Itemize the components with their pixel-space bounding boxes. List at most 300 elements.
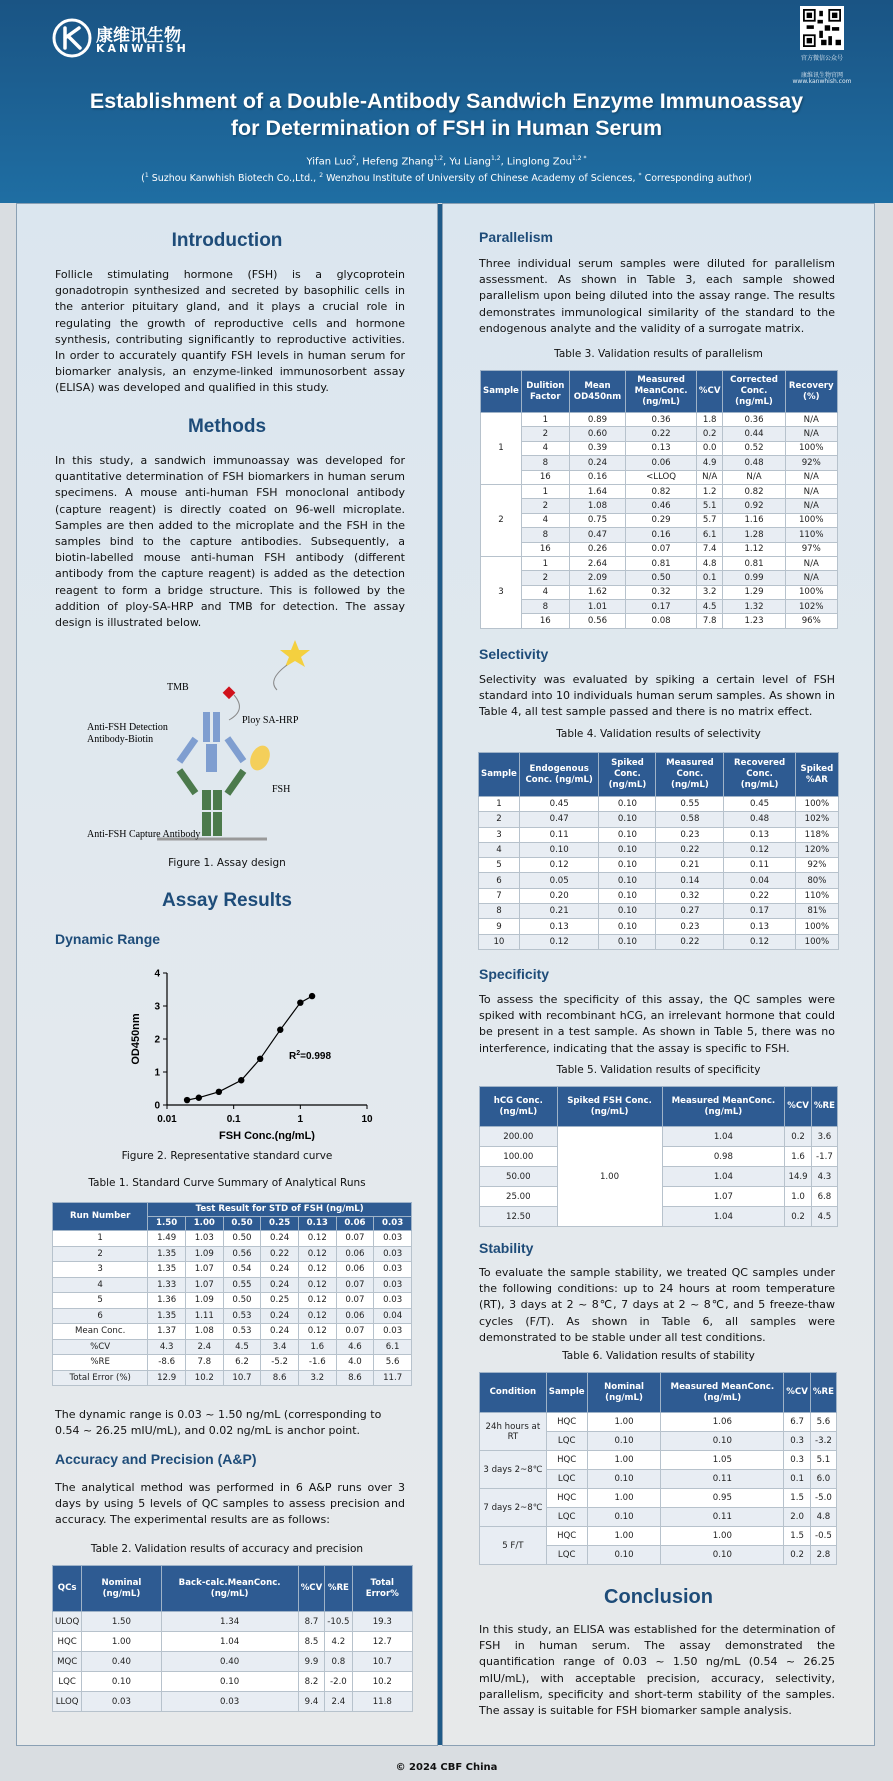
table-row <box>479 827 839 842</box>
table-cell: 0.11 <box>661 1508 784 1527</box>
table-cell: 0.27 <box>656 904 724 919</box>
table-cell: 0.24 <box>261 1308 299 1324</box>
table-cell: 81% <box>795 904 838 919</box>
table2-caption: Table 2. Validation results of accuracy and precision <box>90 1543 364 1555</box>
t3-col-head: Mean OD450nm <box>569 371 626 413</box>
table-cell: 19.3 <box>352 1612 412 1632</box>
t2-col-head: Total Error% <box>352 1566 412 1612</box>
table-cell: 1.23 <box>723 614 785 628</box>
table-cell: 110% <box>795 888 838 903</box>
t1-col-head: 0.13 <box>298 1217 336 1231</box>
table-cell: 0.24 <box>569 456 626 470</box>
table-cell: LQC <box>546 1508 587 1527</box>
table-cell: 1.64 <box>569 484 626 498</box>
table-cell: 9.4 <box>298 1692 325 1712</box>
table5-specificity <box>479 1086 838 1227</box>
table-cell: 4.8 <box>696 556 723 570</box>
table-cell: 100.00 <box>480 1147 558 1167</box>
table-cell: 1.11 <box>185 1308 223 1324</box>
table-cell: 0.05 <box>519 873 599 888</box>
table-cell: 1 <box>521 413 569 427</box>
table-cell: ULOQ <box>53 1612 82 1632</box>
t3-col-head: Recovery (%) <box>785 371 837 413</box>
table-row <box>53 1339 412 1355</box>
table-cell: 102% <box>785 600 837 614</box>
table-cell: 6 <box>479 873 520 888</box>
table-cell: LQC <box>546 1546 587 1565</box>
table-cell: 0.10 <box>82 1672 161 1692</box>
table-cell: 0.92 <box>723 499 785 513</box>
table-cell: 0.03 <box>82 1692 161 1712</box>
table-cell: 0.21 <box>656 858 724 873</box>
table-cell: 0.11 <box>724 858 795 873</box>
table-cell: 0.13 <box>626 441 697 455</box>
poster-title <box>40 88 853 142</box>
poster-header <box>0 0 893 203</box>
table-row <box>53 1277 412 1293</box>
table-cell: 0.3 <box>784 1451 811 1470</box>
table-cell: 0.20 <box>519 888 599 903</box>
qr-label: 官方微信公众号 <box>800 55 843 62</box>
condition-cell: 7 days 2~8℃ <box>480 1489 547 1527</box>
table-cell: 110% <box>785 528 837 542</box>
table-cell: 0.14 <box>656 873 724 888</box>
assay-design-figure <box>87 640 367 860</box>
table-cell: 4.5 <box>696 600 723 614</box>
table-cell: 8.7 <box>298 1612 325 1632</box>
right-column <box>442 203 875 1746</box>
y-tick-label: 0 <box>154 1100 160 1112</box>
table-cell: 0.48 <box>723 456 785 470</box>
table-cell: 0.22 <box>626 427 697 441</box>
table-cell: 0.10 <box>587 1508 661 1527</box>
table-cell: 0.89 <box>569 413 626 427</box>
table-cell: 0.32 <box>626 585 697 599</box>
table6-stability <box>479 1372 837 1565</box>
table-row <box>479 934 839 949</box>
table-row <box>480 1127 838 1147</box>
table-cell: 12.50 <box>480 1207 558 1227</box>
table-cell: 0.56 <box>223 1246 261 1262</box>
table-cell: Mean Conc. <box>53 1324 148 1340</box>
table-cell: 1.0 <box>785 1187 812 1207</box>
table-row <box>481 499 838 513</box>
table-cell: 0.10 <box>519 842 599 857</box>
table-cell: 0.21 <box>519 904 599 919</box>
conclusion-text: In this study, an ELISA was established for the determination of FSH in human serum. The assay demonstrated the quantification range of 0.03 ~ 1.50 ng/mL (0.54 ~ 26.25 mIU/mL), with acceptable precision, accuracy, selectivity, parallelism, specificity and short-term stability of the samples. The assay is suitable for FSH biomarker sample analysis. <box>479 1623 835 1718</box>
label-detection-2: Antibody-Biotin <box>87 734 154 745</box>
figure1-caption: Figure 1. Assay design <box>168 857 286 869</box>
specificity-text: To assess the specificity of this assay, the QC samples were spiked with recombinant hCG, an irrelevant hormone that could be present in a test sample. As shown in Table 5, there was no interference, indicating that the assay is specific to FSH. <box>479 993 835 1055</box>
table-cell: 9 <box>479 919 520 934</box>
table-cell: 120% <box>795 842 838 857</box>
table-cell: 3 <box>53 1262 148 1278</box>
author-name: Yu Liang <box>449 156 492 168</box>
table-row <box>53 1308 412 1324</box>
table-cell: 1.2 <box>696 484 723 498</box>
table-cell: 0.98 <box>662 1147 785 1167</box>
table-cell: 1 <box>521 556 569 570</box>
table-cell: N/A <box>785 499 837 513</box>
table-cell: 0.95 <box>661 1489 784 1508</box>
table-cell: 0.06 <box>336 1308 374 1324</box>
dynamic-range-heading: Dynamic Range <box>55 931 161 947</box>
table-cell: 4 <box>521 513 569 527</box>
table-cell: LQC <box>53 1672 82 1692</box>
table-cell: 14.9 <box>785 1167 812 1187</box>
table-cell: 0.55 <box>656 797 724 812</box>
table-cell: 1.03 <box>185 1231 223 1247</box>
table-cell: 0.13 <box>724 827 795 842</box>
table-cell: 1.09 <box>185 1246 223 1262</box>
table-cell: 0.06 <box>626 456 697 470</box>
table-cell: 10.7 <box>352 1652 412 1672</box>
table-cell: 0.47 <box>569 528 626 542</box>
table-cell: 4.5 <box>223 1339 261 1355</box>
dynamic-range-text: The dynamic range is 0.03 ~ 1.50 ng/mL (corresponding to 0.54 ~ 26.25 mIU/mL), and 0.02 ng/mL is anchor point. <box>55 1408 382 1438</box>
sample-cell: 1 <box>481 413 522 485</box>
table-cell: 0.56 <box>569 614 626 628</box>
data-point <box>257 1056 263 1062</box>
fsh-antigen-icon <box>246 742 273 773</box>
table-row <box>479 888 839 903</box>
table-cell: 1.49 <box>148 1231 186 1247</box>
table-cell: 4.8 <box>810 1508 836 1527</box>
table-cell: 6 <box>53 1308 148 1324</box>
table-cell: 0.11 <box>519 827 599 842</box>
table-cell: 12.7 <box>352 1632 412 1652</box>
table-cell: 0.29 <box>626 513 697 527</box>
y-tick-label: 4 <box>154 968 160 980</box>
table-cell: 2.64 <box>569 556 626 570</box>
table-cell: 80% <box>795 873 838 888</box>
table-cell: 0.55 <box>223 1277 261 1293</box>
table-row <box>53 1324 412 1340</box>
table-cell: 0.60 <box>569 427 626 441</box>
table-cell: 0.10 <box>599 858 656 873</box>
authors: Yifan Luo$^2$, Hefeng Zhang$^{1,2}$, Yu Liang$^{1,2}$, Linglong Zou$^{1,2 *}$ <box>306 155 587 168</box>
table-row <box>481 413 838 427</box>
table-cell: 2.8 <box>810 1546 836 1565</box>
table-cell: 7.8 <box>696 614 723 628</box>
t2-col-head: %RE <box>325 1566 352 1612</box>
table-cell: HQC <box>546 1489 587 1508</box>
table-cell: 0.12 <box>298 1246 336 1262</box>
table-cell: 0.07 <box>336 1324 374 1340</box>
table-cell: 100% <box>785 513 837 527</box>
table-cell: 2.09 <box>569 571 626 585</box>
table-cell: 1 <box>479 797 520 812</box>
table-cell: 50.00 <box>480 1167 558 1187</box>
author-name: Hefeng Zhang <box>362 156 434 168</box>
table-cell: 100% <box>795 919 838 934</box>
table-cell: 2 <box>521 499 569 513</box>
x-tick-label: 0.1 <box>226 1114 241 1125</box>
table-cell: 1.04 <box>161 1632 298 1652</box>
table-cell: 0.2 <box>696 427 723 441</box>
t1-col-head: 0.50 <box>223 1217 261 1231</box>
table-cell: 0.07 <box>336 1231 374 1247</box>
selectivity-text: Selectivity was evaluated by spiking a certain level of FSH standard into 10 individuals human serum samples. As shown in Table 4, all test sample passed and there is no matrix effect. <box>479 673 835 719</box>
t4-col-head: Measured Conc. (ng/mL) <box>656 753 724 797</box>
table-cell: 0.12 <box>724 934 795 949</box>
table-cell: N/A <box>785 427 837 441</box>
table-row <box>481 456 838 470</box>
table-cell: 0.10 <box>599 873 656 888</box>
table-cell: 0.12 <box>298 1277 336 1293</box>
standard-curve-chart <box>112 961 382 1141</box>
table-cell: 100% <box>795 934 838 949</box>
table-cell: 4.3 <box>148 1339 186 1355</box>
table-cell: 6.1 <box>696 528 723 542</box>
table-cell: 0.06 <box>336 1262 374 1278</box>
table-cell: 5 <box>479 858 520 873</box>
table-cell: 0.10 <box>599 904 656 919</box>
table4-selectivity <box>478 752 839 950</box>
table-cell: 2.0 <box>784 1508 811 1527</box>
table-cell: 0.04 <box>724 873 795 888</box>
table-cell: 1.00 <box>587 1527 661 1546</box>
table-cell: 7.4 <box>696 542 723 556</box>
table-cell: 3.4 <box>261 1339 299 1355</box>
x-tick-label: 10 <box>361 1114 373 1125</box>
table-cell: 0.36 <box>626 413 697 427</box>
table-cell: 0.13 <box>724 919 795 934</box>
table-cell: 1.8 <box>696 413 723 427</box>
data-point <box>297 1000 303 1006</box>
table-cell: %CV <box>53 1339 148 1355</box>
table-row <box>479 812 839 827</box>
table-row <box>481 441 838 455</box>
detection-antibody-icon <box>177 712 247 772</box>
table-cell: LQC <box>546 1470 587 1489</box>
table-cell: 4 <box>521 585 569 599</box>
table-cell: 4.2 <box>325 1632 352 1652</box>
table-cell: 1.50 <box>82 1612 161 1632</box>
table-cell: 0.23 <box>656 919 724 934</box>
table-row <box>479 919 839 934</box>
table-row <box>53 1612 413 1632</box>
table-row <box>479 797 839 812</box>
table-cell: 25.00 <box>480 1187 558 1207</box>
table-cell: 1.07 <box>185 1277 223 1293</box>
t5-col-head: %CV <box>785 1087 812 1127</box>
table-cell: 8 <box>521 600 569 614</box>
table-cell: 1.08 <box>569 499 626 513</box>
table-cell: 0.75 <box>569 513 626 527</box>
tmb-star-icon <box>280 640 310 667</box>
table-cell: 3.2 <box>298 1370 336 1386</box>
table-cell: 0.11 <box>661 1470 784 1489</box>
table-cell: -3.2 <box>810 1432 836 1451</box>
table-cell: 0.47 <box>519 812 599 827</box>
table-cell: 11.7 <box>374 1370 412 1386</box>
table-cell: 0.10 <box>661 1546 784 1565</box>
methods-text: In this study, a sandwich immunoassay was developed for quantitative determination of FSH biomarkers in human serum specimens. A mouse anti-human FSH monoclonal antibody (capture reagent) is directly coated on 96-well microplate. Samples are then added to the microplate and the FSH in the samples bind to the capture antibodies. Subsequently, a biotin-labelled mouse anti-human FSH antibody (different antibody from the capture reagent) is added as the detection reagent to form a bridge structure. This is followed by the addition of ploy-SA-HRP and TMB for detection. The assay design is illustrated below. <box>55 454 405 630</box>
t3-col-head: Dulition Factor <box>521 371 569 413</box>
specificity-heading: Specificity <box>479 966 550 982</box>
table-row <box>480 1451 837 1470</box>
author-sup: 1,2 <box>491 155 501 162</box>
table-row <box>481 614 838 628</box>
table-row <box>481 513 838 527</box>
table-cell: 1.35 <box>148 1262 186 1278</box>
table-cell: 0.07 <box>336 1277 374 1293</box>
table-cell: 0.12 <box>298 1231 336 1247</box>
table-cell: 0.54 <box>223 1262 261 1278</box>
author-sup: 1,2 <box>433 155 444 162</box>
site-url: www.kanwhish.com <box>792 78 852 85</box>
t4-col-head: Endogenous Conc. (ng/mL) <box>519 753 599 797</box>
table-cell: 0.04 <box>374 1308 412 1324</box>
table-row <box>480 1489 837 1508</box>
table-cell: 0.07 <box>626 542 697 556</box>
logo-icon <box>52 18 92 58</box>
table-cell: 1.04 <box>662 1127 785 1147</box>
table-cell: N/A <box>785 571 837 585</box>
table-cell: 4.9 <box>696 456 723 470</box>
x-tick-label: 1 <box>297 1114 304 1125</box>
table-cell: 1.00 <box>661 1527 784 1546</box>
table-cell: 0.26 <box>569 542 626 556</box>
table-cell: 0.03 <box>374 1293 412 1309</box>
table-cell: 0.16 <box>626 528 697 542</box>
table-cell: <LLOQ <box>626 470 697 484</box>
table-cell: 0.03 <box>161 1692 298 1712</box>
table-cell: 6.7 <box>784 1413 811 1432</box>
table-cell: 4 <box>479 842 520 857</box>
table-cell: 10.2 <box>185 1370 223 1386</box>
table-cell: 0.03 <box>374 1246 412 1262</box>
table-cell: 0.24 <box>261 1324 299 1340</box>
table-cell: 9.9 <box>298 1652 325 1672</box>
table-cell: 0.10 <box>599 842 656 857</box>
table-cell: 0.10 <box>587 1546 661 1565</box>
table-cell: 1.01 <box>569 600 626 614</box>
table-cell: 5.6 <box>810 1413 836 1432</box>
table-cell: 0.10 <box>599 919 656 934</box>
table-cell: 0.13 <box>519 919 599 934</box>
table-cell: 0.81 <box>626 556 697 570</box>
table-row <box>481 427 838 441</box>
table2-accuracy-precision <box>52 1565 413 1712</box>
condition-cell: 24h hours at RT <box>480 1413 547 1451</box>
t1-col-head: 0.25 <box>261 1217 299 1231</box>
parallelism-text: Three individual serum samples were diluted for parallelism assessment. As shown in Table 3, each sample showed parallelism upon being diluted into the assay range. The results demonstrates immunological similarity of the standard to the endogenous analyte and the validity of a surrogate matrix. <box>479 257 835 335</box>
table-cell: N/A <box>785 556 837 570</box>
table-cell: %RE <box>53 1355 148 1371</box>
table-row <box>53 1293 412 1309</box>
table-cell: 1.08 <box>185 1324 223 1340</box>
table-cell: 0.82 <box>626 484 697 498</box>
condition-cell: 5 F/T <box>480 1527 547 1565</box>
table-cell: 1.16 <box>723 513 785 527</box>
t3-col-head: Sample <box>481 371 522 413</box>
table-cell: 1.05 <box>661 1451 784 1470</box>
table-cell: 0.12 <box>298 1293 336 1309</box>
table-cell: 0.10 <box>599 888 656 903</box>
label-detection-1: Anti-FSH Detection <box>87 722 168 733</box>
t5-col-head: Measured MeanConc. (ng/mL) <box>662 1087 785 1127</box>
table-cell: 2 <box>53 1246 148 1262</box>
table-cell: 0.22 <box>261 1246 299 1262</box>
table-cell: 2.4 <box>325 1692 352 1712</box>
table-cell: 1 <box>53 1231 148 1247</box>
t2-col-head: Back-calc.MeanConc. (ng/mL) <box>161 1566 298 1612</box>
ap-heading: Accuracy and Precision (A&P) <box>55 1451 257 1467</box>
table-cell: MQC <box>53 1652 82 1672</box>
table-cell: 3.2 <box>696 585 723 599</box>
table-cell: 0.17 <box>724 904 795 919</box>
table-row <box>479 904 839 919</box>
table-cell: 0.2 <box>785 1127 812 1147</box>
t5-col-head: %RE <box>811 1087 837 1127</box>
table-cell: 0.03 <box>374 1231 412 1247</box>
table-cell: 102% <box>795 812 838 827</box>
author-sup: 1,2 * <box>572 155 587 162</box>
table-cell: 1.06 <box>661 1413 784 1432</box>
table-cell: 0.2 <box>785 1207 812 1227</box>
table-cell: 1.00 <box>82 1632 161 1652</box>
table-cell: 7.8 <box>185 1355 223 1371</box>
author-name: Linglong Zou <box>506 156 573 168</box>
table-cell: 8.6 <box>261 1370 299 1386</box>
table-cell: 0.39 <box>569 441 626 455</box>
table-cell: 0.24 <box>261 1231 299 1247</box>
results-heading: Assay Results <box>162 890 292 911</box>
table-cell: 8.6 <box>336 1370 374 1386</box>
table-cell: 0.10 <box>661 1432 784 1451</box>
table-cell: 0.81 <box>723 556 785 570</box>
table-cell: 2 <box>479 812 520 827</box>
table-cell: 1.5 <box>784 1489 811 1508</box>
footer-copyright: © 2024 CBF China <box>395 1762 498 1773</box>
table-cell: -1.6 <box>298 1355 336 1371</box>
table-cell: 0.12 <box>298 1262 336 1278</box>
table-cell: 0.50 <box>223 1231 261 1247</box>
hrp-diamond-icon <box>223 686 236 699</box>
table-row <box>480 1413 837 1432</box>
table-cell: 1.33 <box>148 1277 186 1293</box>
table-row <box>53 1355 412 1371</box>
table-cell: 4 <box>521 441 569 455</box>
t1-col-head: 1.00 <box>185 1217 223 1231</box>
t2-col-head: %CV <box>298 1566 325 1612</box>
y-tick-label: 1 <box>154 1067 160 1079</box>
t5-col-head: Spiked FSH Conc. (ng/mL) <box>557 1087 662 1127</box>
table-cell: 6.2 <box>223 1355 261 1371</box>
y-axis-label: OD450nm <box>130 1013 142 1065</box>
data-point <box>196 1095 202 1101</box>
table-cell: 1.6 <box>785 1147 812 1167</box>
sample-cell: 3 <box>481 556 522 628</box>
t1-group-head: Test Result for STD of FSH (ng/mL) <box>148 1203 412 1217</box>
t2-col-head: QCs <box>53 1566 82 1612</box>
table-cell: 200.00 <box>480 1127 558 1147</box>
table-cell: 0.10 <box>599 812 656 827</box>
table-cell: 1.04 <box>662 1207 785 1227</box>
table6-caption: Table 6. Validation results of stability <box>562 1350 755 1362</box>
t6-col-head: Sample <box>546 1373 587 1413</box>
table-cell: 0.46 <box>626 499 697 513</box>
table-cell: 0.2 <box>784 1546 811 1565</box>
t1-col-head: 0.03 <box>374 1217 412 1231</box>
table-row <box>53 1672 413 1692</box>
table-cell: 5.1 <box>696 499 723 513</box>
table-row <box>479 858 839 873</box>
table-row <box>481 600 838 614</box>
table-cell: 0.82 <box>723 484 785 498</box>
